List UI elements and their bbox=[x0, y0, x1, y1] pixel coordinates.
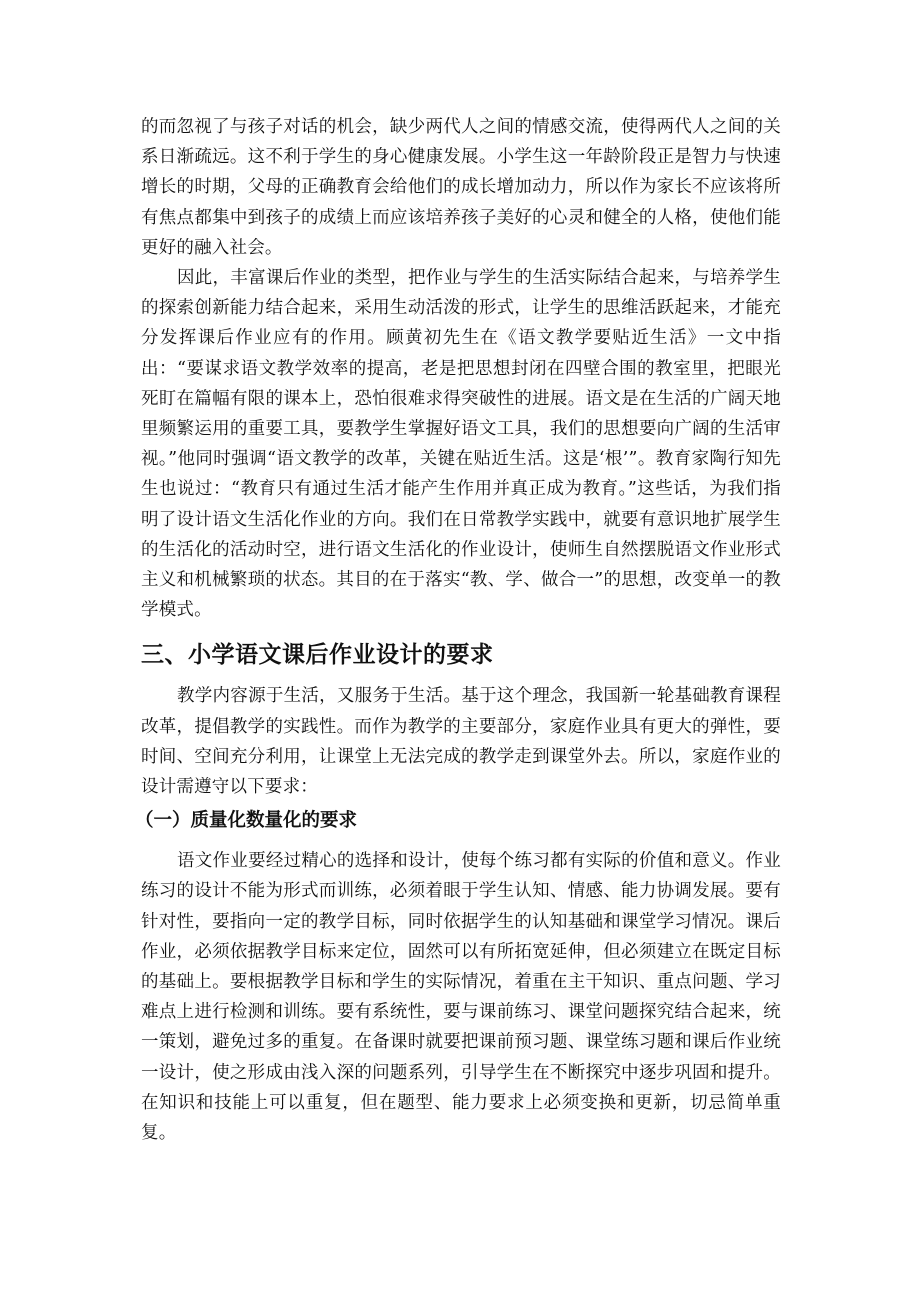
body-paragraph-4: 语文作业要经过精心的选择和设计，使每个练习都有实际的价值和意义。作业练习的设计不能为形式而训练，必须着眼于学生认知、情感、能力协调发展。要有针对性，要指向一定的教学目标，同时依据学生的认知基础和课堂学习情况。课后作业，必须依据教学目标来定位，固然可以有所拓宽延伸，但必须建立在既定目标的基础上。要根据教学目标和学生的实际情况，着重在主干知识、重点问题、学习难点上进行检测和训练。要有系统性，要与课前练习、课堂问题探究结合起来，统一策划，避免过多的重复。在备课时就要把课前预习题、课堂练习题和课后作业统一设计，使之形成由浅入深的问题系列，引导学生在不断探究中逐步巩固和提升。在知识和技能上可以重复，但在题型、能力要求上必须变换和更新，切忌简单重复。 bbox=[141, 851, 781, 1144]
body-paragraph-3: 教学内容源于生活，又服务于生活。基于这个理念，我国新一轮基础教育课程改革，提倡教学的实践性。而作为教学的主要部分，家庭作业具有更大的弹性，要时间、空间充分利用，让课堂上无法完成的教学走到课堂外去。所以，家庭作业的设计需遵守以下要求： bbox=[141, 686, 781, 798]
body-paragraph-1: 的而忽视了与孩子对话的机会，缺少两代人之间的情感交流，使得两代人之间的关系日渐疏远。这不利于学生的身心健康发展。小学生这一年龄阶段正是智力与快速增长的时期，父母的正确教育会给他们的成长增加动力，所以作为家长不应该将所有焦点都集中到孩子的成绩上而应该培养孩子美好的心灵和健全的人格，使他们能更好的融入社会。 bbox=[141, 117, 781, 258]
body-paragraph-2: 因此，丰富课后作业的类型，把作业与学生的生活实际结合起来，与培养学生的探索创新能力结合起来，采用生动活泼的形式，让学生的思维活跃起来，才能充分发挥课后作业应有的作用。顾黄初先生在《语文教学要贴近生活》一文中指出：“要谋求语文教学效率的提高，老是把思想封闭在四壁合围的教室里，把眼光死盯在篇幅有限的课本上，恐怕很难求得突破性的进展。语文是在生活的广阔天地里频繁运用的重要工具，要教学生掌握好语文工具，我们的思想要向广阔的生活审视。”他同时强调“语文教学的改革，关键在贴近生活。这是‘根’”。教育家陶行知先生也说过：“教育只有通过生活才能产生作用并真正成为教育。”这些话，为我们指明了设计语文生活化作业的方向。我们在日常教学实践中，就要有意识地扩展学生的生活化的活动时空，进行语文生活化的作业设计，使师生自然摆脱语文作业形式主义和机械繁琐的状态。其目的在于落实“教、学、做合一”的思想，改变单一的教学模式。 bbox=[141, 268, 781, 621]
section-heading: 三、小学语文课后作业设计的要求 bbox=[141, 642, 494, 669]
document-page bbox=[135, 112, 781, 1148]
subsection-heading: （一）质量化数量化的要求 bbox=[135, 810, 358, 832]
